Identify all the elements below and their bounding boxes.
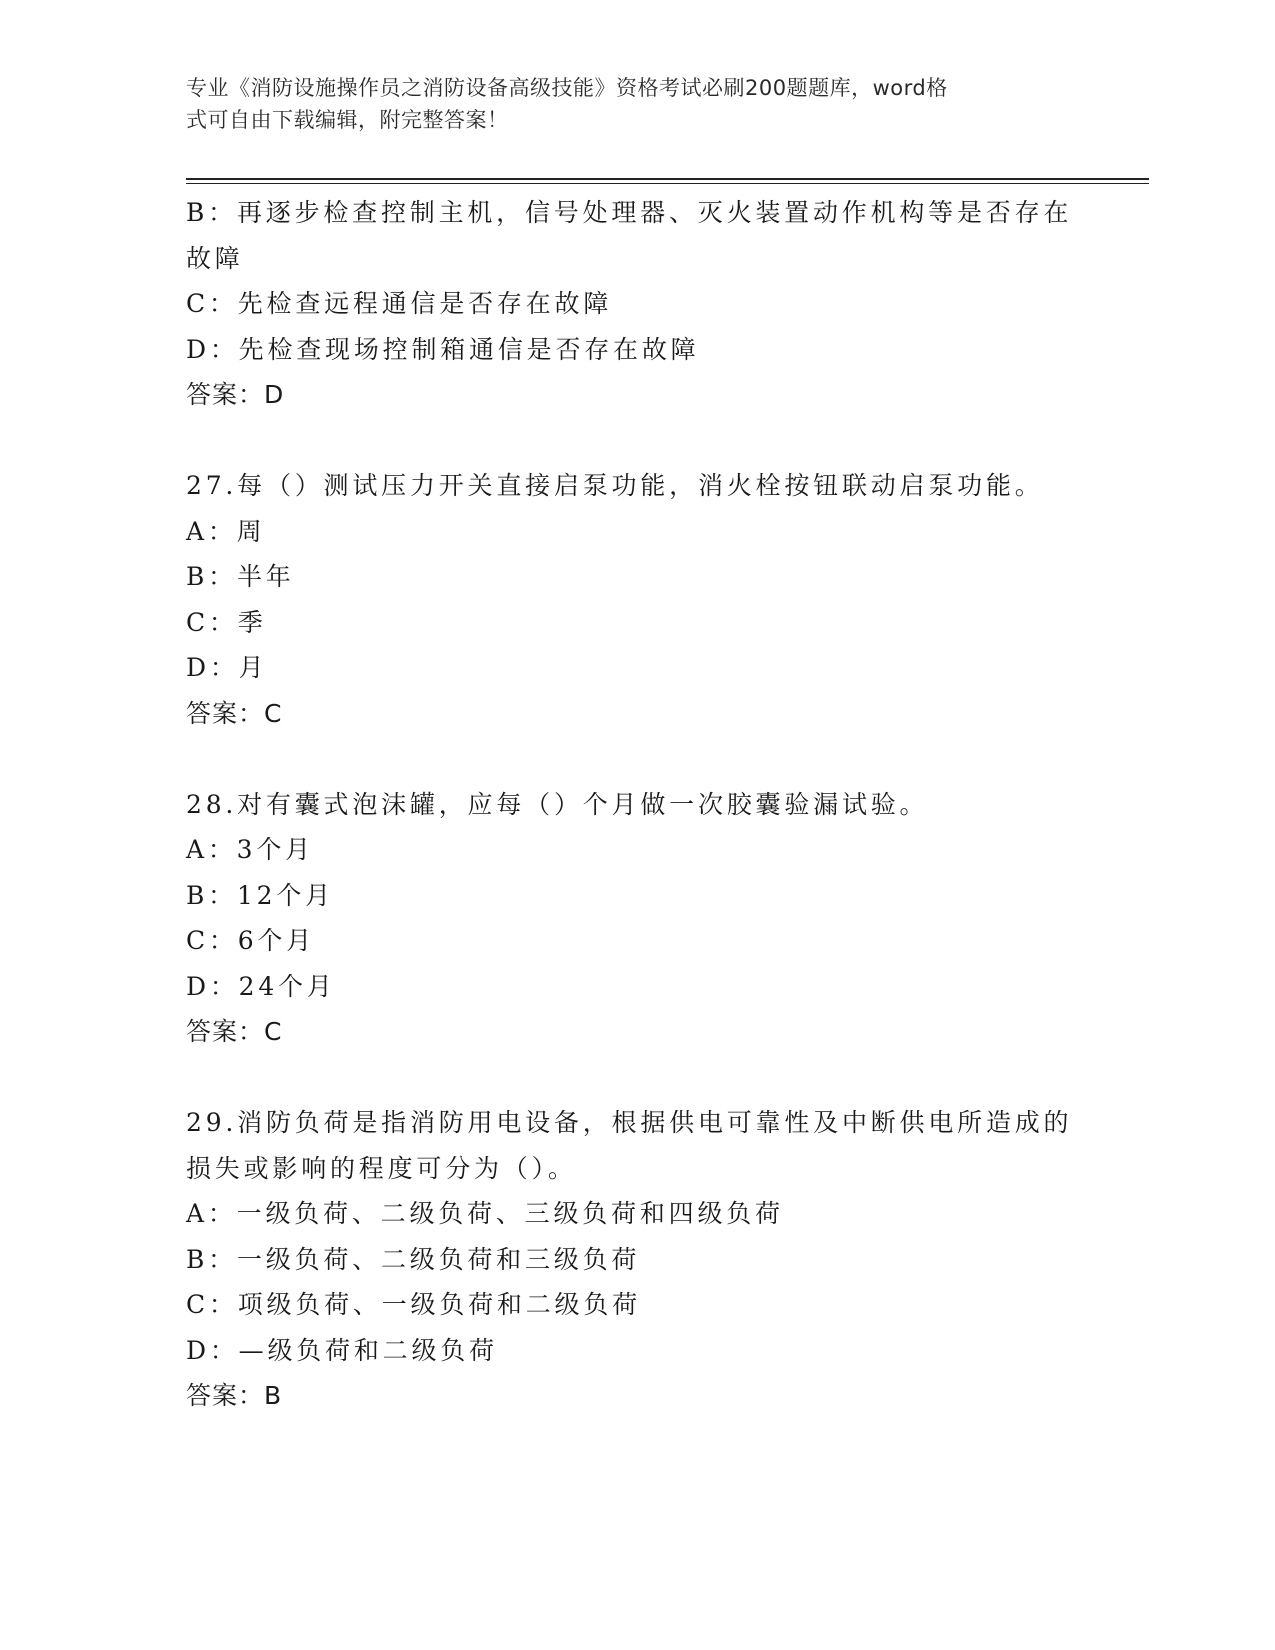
option-c: C：季 [186, 607, 267, 637]
question-stem: 27.每（）测试压力开关直接启泵功能，消火栓按钮联动启泵功能。 [186, 471, 1044, 500]
option-a: A：周 [186, 516, 266, 546]
question-26-continued [186, 190, 1086, 418]
option-d: D：—级负荷和二级负荷 [186, 1335, 498, 1365]
header-title-line-1: 专业《消防设施操作员之消防设备高级技能》资格考试必刷200题题库，word格 [186, 76, 948, 100]
option-d: D：24个月 [186, 971, 336, 1001]
option-c: C：先检查远程通信是否存在故障 [186, 289, 613, 318]
header-divider-thin [186, 183, 1149, 184]
question-27 [186, 463, 1086, 736]
spacer [186, 418, 1086, 464]
option-b: B：一级负荷、二级负荷和三级负荷 [186, 1244, 641, 1274]
document-header [186, 72, 1066, 136]
option-b-line-2: 故障 [186, 243, 244, 273]
question-28 [186, 782, 1086, 1055]
answer-label: 答案：C [186, 698, 283, 728]
option-a: A：3个月 [186, 835, 314, 864]
spacer [186, 736, 1086, 782]
spacer [186, 1055, 1086, 1101]
option-b-line-1: B：再逐步检查控制主机，信号处理器、灭火装置动作机构等是否存在 [186, 198, 1073, 227]
option-c: C：项级负荷、一级负荷和二级负荷 [186, 1290, 641, 1319]
header-divider-thick [186, 178, 1149, 180]
question-list [186, 190, 1086, 1419]
answer-label: 答案：D [186, 380, 285, 409]
answer-label: 答案：B [186, 1381, 283, 1410]
header-title-line-2: 式可自由下载编辑，附完整答案！ [186, 108, 509, 132]
answer-label: 答案：C [186, 1017, 283, 1046]
question-stem-line-2: 损失或影响的程度可分为（）。 [186, 1153, 577, 1183]
option-d: D：月 [186, 653, 268, 682]
option-a: A：一级负荷、二级负荷、三级负荷和四级负荷 [186, 1199, 784, 1228]
question-stem-line-1: 29.消防负荷是指消防用电设备，根据供电可靠性及中断供电所造成的 [186, 1108, 1073, 1137]
option-c: C：6个月 [186, 926, 316, 955]
option-d: D：先检查现场控制箱通信是否存在故障 [186, 334, 700, 364]
question-stem: 28.对有囊式泡沫罐，应每（）个月做一次胶囊验漏试验。 [186, 789, 929, 819]
option-b: B：半年 [186, 562, 295, 591]
question-29 [186, 1100, 1086, 1419]
option-b: B：12个月 [186, 880, 334, 910]
